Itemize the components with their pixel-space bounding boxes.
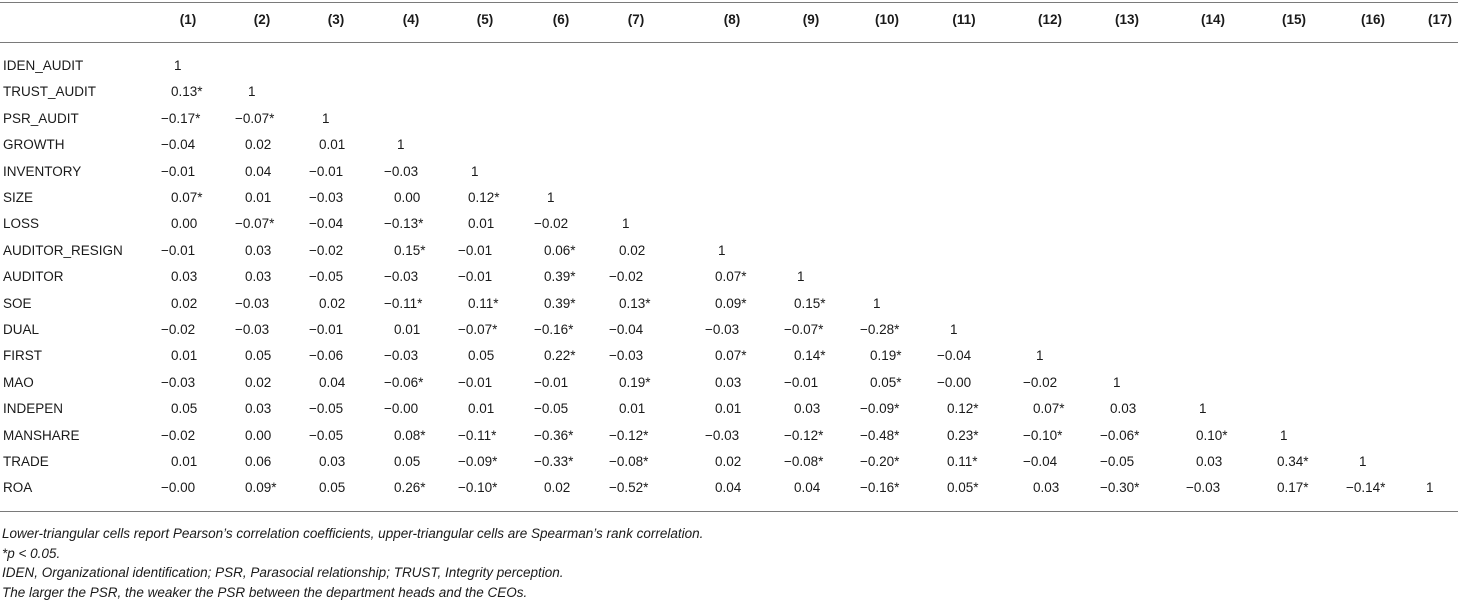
table-cell: 0.03 [171,269,198,285]
column-header: (9) [802,12,820,27]
table-cell: −0.06* [1100,427,1140,443]
table-cell: 0.02 [171,295,198,311]
table-cell: −0.03 [384,269,419,285]
table-cell: 0.03 [715,374,742,390]
table-cell: 1 [950,322,958,337]
table-cell: 0.04 [245,163,272,179]
table-cell: −0.01 [458,374,493,390]
table-cell: 0.02 [619,242,646,258]
column-header: (10) [874,12,900,27]
table-cell: 0.39* [544,295,576,311]
table-cell: −0.07* [784,322,824,337]
table-cell: 0.01 [468,216,495,232]
table-cell: −0.08* [609,454,649,469]
table-cell: −0.03 [161,374,196,390]
table-cell: 0.05 [171,401,198,417]
table-cell: 0.00 [245,427,272,443]
table-cell: 0.07* [715,269,747,285]
table-cell: −0.01 [458,269,493,285]
table-cell: 1 [322,110,330,126]
table-cell: 0.12* [468,190,500,205]
table-cell: −0.01 [161,163,196,179]
row-label: TRADE [3,454,49,469]
table-cell: −0.02 [609,269,644,285]
table-cell: 0.00 [171,216,198,232]
column-header: (14) [1200,12,1226,27]
table-cell: −0.03 [1186,480,1221,496]
table-cell: 0.19* [870,348,902,364]
column-header: (16) [1360,12,1386,27]
table-cell: 1 [718,242,726,258]
column-header: (2) [253,12,271,27]
row-label: IDEN_AUDIT [3,58,84,73]
table-cell: 1 [1036,348,1044,364]
table-cell: 0.05 [245,348,272,364]
row-label: INDEPEN [3,401,64,417]
table-cell: 0.03 [319,454,346,469]
table-cell: −0.33* [534,454,574,469]
table-cell: −0.11* [384,295,423,311]
column-header: (13) [1114,12,1140,27]
table-cell: −0.17* [161,110,201,126]
table-cell: 0.02 [544,480,571,496]
table-cell: −0.01 [784,374,819,390]
table-cell: −0.01 [161,242,196,258]
table-cell: −0.03 [609,348,644,364]
column-header: (5) [476,12,494,27]
row-label: INVENTORY [3,163,82,179]
table-cell: −0.00 [384,401,419,417]
table-cell: 0.03 [1110,401,1137,417]
table-cell: 0.26* [394,480,426,496]
table-cell: −0.12* [609,427,649,443]
table-cell: 0.01 [394,322,421,337]
table-cell: −0.10* [458,480,498,496]
table-cell: 0.04 [319,374,346,390]
table-cell: −0.04 [609,322,644,337]
row-label: AUDITOR [3,269,64,285]
table-cell: 0.03 [245,242,272,258]
table-cell: −0.04 [309,216,344,232]
table-cell: 0.00 [394,190,421,205]
table-cell: −0.06 [309,348,344,364]
column-header: (8) [723,12,741,27]
table-cell: 0.01 [715,401,742,417]
table-header-rule [0,42,1458,43]
table-cell: −0.02 [309,242,344,258]
table-cell: 0.05 [319,480,346,496]
table-cell: 0.23* [947,427,979,443]
table-cell: −0.07* [235,110,275,126]
table-cell: −0.07* [458,322,498,337]
row-label: PSR_AUDIT [3,110,79,126]
table-cell: 0.06 [245,454,272,469]
table-cell: −0.07* [235,216,275,232]
row-label: GROWTH [3,137,65,153]
table-cell: 0.39* [544,269,576,285]
column-header: (11) [952,12,976,27]
table-cell: −0.03 [235,322,270,337]
table-cell: 1 [1426,480,1434,496]
table-cell: 0.01 [468,401,495,417]
column-header: (1) [179,12,197,27]
table-cell: −0.01 [309,322,344,337]
table-cell: −0.12* [784,427,824,443]
table-cell: −0.14* [1346,480,1386,496]
row-label: MANSHARE [3,427,80,443]
table-cell: 0.15* [394,242,426,258]
table-cell: −0.03 [384,348,419,364]
table-cell: 0.01 [171,454,198,469]
table-cell: −0.01 [458,242,493,258]
table-cell: −0.52* [609,480,649,496]
table-cell: 1 [1199,401,1207,417]
row-label: SIZE [3,190,34,205]
table-cell: 0.06* [544,242,576,258]
table-cell: 0.04 [794,480,821,496]
table-cell: 1 [174,58,182,73]
table-cell: 0.22* [544,348,576,364]
table-cell: 0.15* [794,295,826,311]
table-cell: −0.04 [937,348,972,364]
table-cell: 0.02 [715,454,742,469]
table-cell: −0.04 [161,137,196,153]
table-cell: −0.16* [534,322,574,337]
table-cell: 0.05 [394,454,421,469]
table-cell: 0.05 [468,348,495,364]
table-cell: 0.01 [619,401,646,417]
table-cell: −0.00 [161,480,196,496]
table-cell: 0.03 [1196,454,1223,469]
table-cell: 0.07* [715,348,747,364]
table-cell: 0.02 [245,374,272,390]
table-cell: 1 [1359,454,1367,469]
table-cell: −0.13* [384,216,424,232]
table-cell: 0.11* [468,295,499,311]
table-cell: −0.05 [534,401,569,417]
table-cell: 0.05* [947,480,979,496]
row-label: ROA [3,480,33,496]
table-cell: −0.01 [309,163,344,179]
table-cell: −0.09* [458,454,498,469]
column-header: (7) [627,12,645,27]
table-cell: 0.02 [319,295,346,311]
table-cell: 0.11* [947,454,978,469]
column-header: (15) [1281,12,1307,27]
row-label: MAO [3,374,34,390]
table-cell: 0.05* [870,374,902,390]
column-header: (4) [402,12,420,27]
table-cell: −0.03 [235,295,270,311]
footnote-abbreviations: IDEN, Organizational identification; PSR, Parasocial relationship; TRUST, Integrity perception. [2,565,564,580]
footnote-significance: *p < 0.05. [2,545,61,561]
table-cell: 0.13* [171,84,203,100]
table-cell: 0.13* [619,295,651,311]
table-cell: 0.14* [794,348,826,364]
table-cell: 0.01 [319,137,346,153]
table-cell: −0.36* [534,427,574,443]
row-label: LOSS [3,216,40,232]
table-cell: −0.48* [860,427,900,443]
row-label: TRUST_AUDIT [3,84,97,100]
table-cell: −0.05 [309,427,344,443]
table-cell: −0.03 [705,322,740,337]
table-cell: −0.02 [534,216,569,232]
table-cell: −0.20* [860,454,900,469]
table-cell: 0.17* [1277,480,1309,496]
table-cell: −0.02 [161,322,196,337]
table-cell: −0.05 [1100,454,1135,469]
column-header: (3) [327,12,345,27]
table-cell: 0.09* [245,480,277,496]
table-cell: 1 [622,216,630,232]
table-cell: 0.19* [619,374,651,390]
table-cell: −0.03 [705,427,740,443]
column-header: (6) [552,12,570,27]
table-cell: 0.07* [1033,401,1065,417]
table-footnotes [2,524,703,602]
table-cell: 0.03 [245,401,272,417]
table-cell: −0.16* [860,480,900,496]
table-cell: −0.10* [1023,427,1063,443]
table-cell: 1 [471,163,479,179]
table-cell: −0.03 [384,163,419,179]
footnote-psr-note: The larger the PSR, the weaker the PSR between the department heads and the CEOs. [2,584,528,600]
table-cell: −0.08* [784,454,824,469]
table-cell: 0.07* [171,190,203,205]
table-cell: 0.08* [394,427,426,443]
table-cell: −0.01 [534,374,569,390]
table-cell: 0.10* [1196,427,1228,443]
table-cell: −0.02 [161,427,196,443]
table-bottom-rule [0,511,1458,512]
table-cell: 1 [1113,374,1121,390]
table-cell: −0.09* [860,401,900,417]
table-cell: −0.03 [309,190,344,205]
row-label: AUDITOR_RESIGN [3,242,123,258]
table-cell: 0.01 [171,348,198,364]
row-label: SOE [3,295,32,311]
table-cell: 1 [873,295,881,311]
table-top-rule [0,2,1458,3]
table-cell: 1 [797,269,805,285]
table-cell: 0.04 [715,480,742,496]
row-label: FIRST [3,348,42,364]
table-cell: −0.28* [860,322,900,337]
table-cell: −0.05 [309,269,344,285]
table-cell: 0.34* [1277,454,1309,469]
table-cell: 1 [547,190,555,205]
table-cell: 0.03 [245,269,272,285]
table-cell: 1 [397,137,405,153]
table-cell: −0.00 [937,374,972,390]
column-header: (17) [1427,12,1453,27]
table-cell: 0.12* [947,401,979,417]
table-cell: −0.11* [458,427,497,443]
table-cell: −0.06* [384,374,424,390]
table-cell: 0.03 [1033,480,1060,496]
footnote-correlation-note: Lower-triangular cells report Pearson’s correlation coefficients, upper-triangular cells are Spearman’s rank correlation. [2,526,704,541]
table-cell: 1 [248,84,256,100]
table-cell: −0.30* [1100,480,1140,496]
table-cell: 0.03 [794,401,821,417]
table-cell: −0.04 [1023,454,1058,469]
table-cell: 0.02 [245,137,272,153]
table-cell: −0.02 [1023,374,1058,390]
column-header: (12) [1037,12,1063,27]
table-cell: 0.01 [245,190,272,205]
table-cell: 1 [1280,427,1288,443]
table-cell: −0.05 [309,401,344,417]
row-label: DUAL [3,322,40,337]
table-cell: 0.09* [715,295,747,311]
